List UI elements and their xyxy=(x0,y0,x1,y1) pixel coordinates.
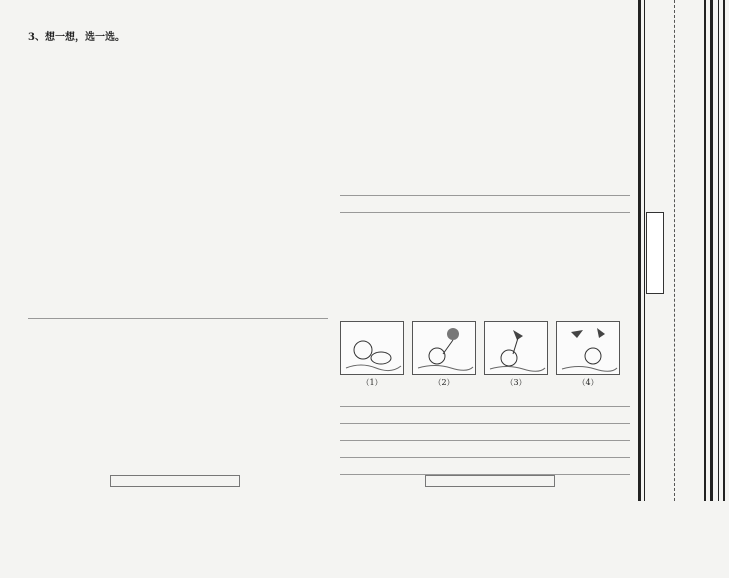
footer-right xyxy=(425,475,555,487)
passage-line xyxy=(28,426,328,442)
section4-pinyin xyxy=(28,322,328,331)
q3-line xyxy=(28,163,328,179)
q3-heading: 3、想一想，选一选。 xyxy=(28,32,125,43)
comic-panel xyxy=(484,321,548,375)
section5-line xyxy=(340,263,630,279)
answer-line[interactable] xyxy=(28,305,328,319)
right-column xyxy=(340,30,630,478)
footer-left xyxy=(110,475,240,487)
passage-line xyxy=(28,502,328,518)
q3-lines xyxy=(28,49,328,217)
passage-line xyxy=(28,445,328,461)
passage-line xyxy=(28,388,328,404)
q3-line xyxy=(28,106,328,122)
question-line xyxy=(340,144,630,160)
section4-heading xyxy=(28,331,328,347)
q3-line xyxy=(28,125,328,141)
section5-line xyxy=(340,301,630,317)
section3-heading xyxy=(28,229,328,245)
question-line xyxy=(340,163,630,179)
passage-line xyxy=(28,407,328,423)
question-line xyxy=(340,125,630,141)
section3-line xyxy=(28,286,328,302)
q3-line xyxy=(28,201,328,217)
section5-pinyin xyxy=(340,216,630,225)
section5-line xyxy=(340,282,630,298)
question-line xyxy=(340,87,630,103)
comic-panel xyxy=(556,321,620,375)
q3-line xyxy=(28,144,328,160)
answer-line[interactable] xyxy=(340,461,630,475)
panel-label: （3） xyxy=(505,378,527,387)
passage-title xyxy=(28,350,328,366)
section5-heading xyxy=(340,225,630,241)
cut-line xyxy=(674,0,675,501)
section3-line xyxy=(28,267,328,283)
binding-stripe xyxy=(704,0,706,501)
panel-label: （4） xyxy=(577,378,599,387)
comic-strip xyxy=(340,321,630,375)
q3-line xyxy=(28,182,328,198)
question-line xyxy=(340,106,630,122)
question-line xyxy=(340,49,630,65)
answer-line[interactable] xyxy=(340,410,630,424)
binding-box xyxy=(646,212,664,294)
passage-line xyxy=(28,540,328,556)
passage-line xyxy=(28,521,328,537)
section5-line xyxy=(340,244,630,260)
answer-line[interactable] xyxy=(340,393,630,407)
binding-stripe xyxy=(723,0,725,501)
answer-line[interactable] xyxy=(340,182,630,196)
panel-label: （2） xyxy=(433,378,455,387)
section3-line xyxy=(28,248,328,264)
left-column xyxy=(28,30,328,578)
q3-line xyxy=(28,87,328,103)
question-line xyxy=(340,30,630,46)
answer-line[interactable] xyxy=(340,427,630,441)
q3-line xyxy=(28,68,328,84)
comic-panel xyxy=(340,321,404,375)
reading-passage xyxy=(28,369,328,575)
question-line xyxy=(340,68,630,84)
binding-stripe xyxy=(644,0,645,501)
binding-stripe xyxy=(710,0,713,501)
answer-line[interactable] xyxy=(340,199,630,213)
section3-pinyin xyxy=(28,220,328,229)
binding-stripe xyxy=(718,0,719,501)
passage-line xyxy=(28,559,328,575)
passage-line xyxy=(28,369,328,385)
panel-label: （1） xyxy=(361,378,383,387)
answer-line[interactable] xyxy=(340,444,630,458)
comic-labels xyxy=(340,377,630,389)
binding-stripe xyxy=(638,0,641,501)
comic-panel xyxy=(412,321,476,375)
q3-line xyxy=(28,49,328,65)
